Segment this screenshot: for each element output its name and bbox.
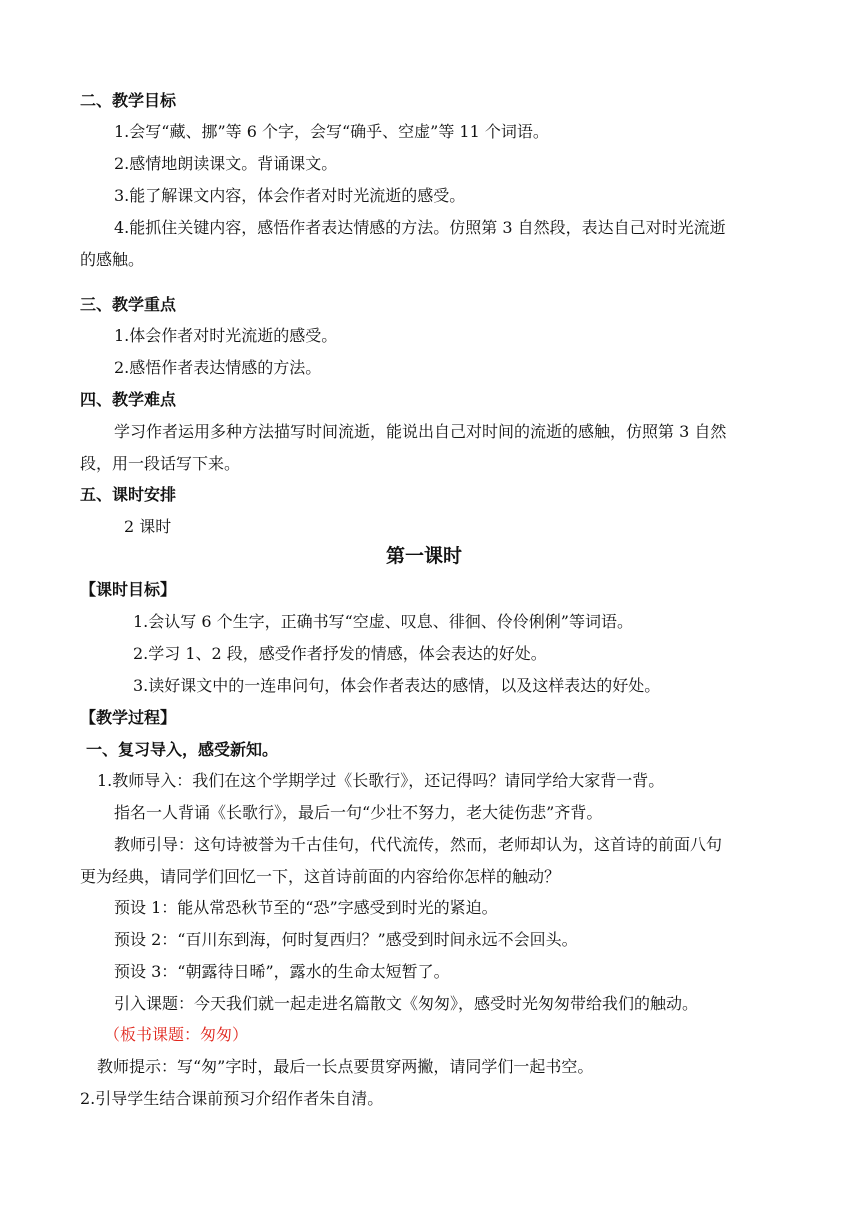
objectives-heading: 【课时目标】	[80, 580, 177, 599]
objective-3: 3.读好课文中的一连串问句，体会作者表达的感情，以及这样表达的好处。	[133, 676, 661, 695]
preset-3: 预设 3：“朝露待日晞”，露水的生命太短暂了。	[114, 962, 450, 981]
step2: 2.引导学生结合课前预习介绍作者朱自清。	[80, 1089, 384, 1108]
preset-1: 预设 1：能从常恐秋节至的“恐”字感受到时光的紧迫。	[114, 898, 498, 917]
difficulty-line-1: 学习作者运用多种方法描写时间流逝，能说出自己对时间的流逝的感触，仿照第 3 自然	[114, 422, 727, 441]
intro-topic: 引入课题：今天我们就一起走进名篇散文《匆匆》，感受时光匆匆带给我们的触动。	[114, 994, 699, 1013]
schedule-value: 2 课时	[124, 517, 172, 536]
section-heading-goals: 二、教学目标	[80, 91, 177, 110]
section-heading-key-points: 三、教学重点	[80, 295, 177, 314]
key-point-2: 2.感悟作者表达情感的方法。	[114, 358, 322, 377]
preset-2: 预设 2：“百川东到海，何时复西归？”感受到时间永远不会回头。	[114, 930, 578, 949]
goal-item-1: 1.会写“藏、挪”等 6 个字，会写“确乎、空虚”等 11 个词语。	[114, 122, 549, 141]
objective-2: 2.学习 1、2 段，感受作者抒发的情感，体会表达的好处。	[133, 644, 547, 663]
step1-line-4: 更为经典，请同学们回忆一下，这首诗前面的内容给你怎样的触动？	[80, 867, 561, 886]
teacher-tip: 教师提示：写“匆”字时，最后一长点要贯穿两撇，请同学们一起书空。	[97, 1057, 594, 1076]
step1-line-1: 1.教师导入：我们在这个学期学过《长歌行》，还记得吗？请同学给大家背一背。	[97, 771, 665, 790]
goal-item-4-cont: 的感触。	[80, 250, 145, 269]
lesson-title: 第一课时	[386, 545, 463, 567]
step1-heading: 一、复习导入，感受新知。	[86, 740, 279, 759]
difficulty-line-2: 段，用一段话写下来。	[80, 454, 241, 473]
objective-1: 1.会认写 6 个生字，正确书写“空虚、叹息、徘徊、伶伶俐俐”等词语。	[133, 612, 633, 631]
process-heading: 【教学过程】	[80, 708, 177, 727]
goal-item-3: 3.能了解课文内容，体会作者对时光流逝的感受。	[114, 186, 466, 205]
board-note: （板书课题：匆匆）	[104, 1025, 249, 1044]
goal-item-4: 4.能抓住关键内容，感悟作者表达情感的方法。仿照第 3 自然段，表达自己对时光流逝	[114, 218, 726, 237]
key-point-1: 1.体会作者对时光流逝的感受。	[114, 326, 338, 345]
step1-line-2: 指名一人背诵《长歌行》，最后一句“少壮不努力，老大徒伤悲”齐背。	[114, 803, 603, 822]
section-heading-difficulties: 四、教学难点	[80, 390, 177, 409]
section-heading-schedule: 五、课时安排	[80, 485, 177, 504]
step1-line-3: 教师引导：这句诗被誉为千古佳句，代代流传，然而，老师却认为，这首诗的前面八句	[114, 835, 723, 854]
goal-item-2: 2.感情地朗读课文。背诵课文。	[114, 154, 338, 173]
